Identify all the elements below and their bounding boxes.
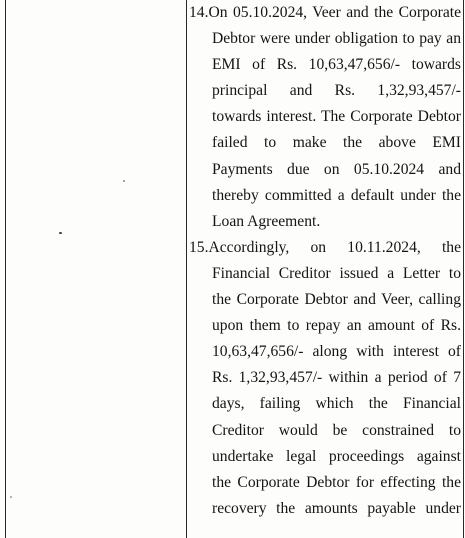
paragraph-line: failed to make the above EMI bbox=[212, 134, 461, 152]
paragraph-line: 14.On 05.10.2024, Veer and the Corporate bbox=[189, 4, 461, 21]
paragraph-line: Rs. 1,32,93,457/- within a period of 7 bbox=[212, 369, 461, 387]
table-column-divider bbox=[186, 0, 187, 538]
table-border-right bbox=[463, 0, 464, 538]
paragraph-line: upon them to repay an amount of Rs. bbox=[212, 317, 461, 335]
paragraph-line: principal and Rs. 1,32,93,457/- bbox=[212, 82, 461, 100]
paragraph-number: 15. bbox=[189, 238, 209, 256]
paragraph-line: Debtor were under obligation to pay an bbox=[212, 30, 461, 48]
paragraph-line: undertake legal proceedings against bbox=[212, 447, 461, 465]
paragraph-line: 15.Accordingly, on 10.11.2024, the bbox=[189, 238, 461, 256]
paragraph-15 bbox=[189, 235, 461, 522]
paragraph-line: 10,63,47,656/- along with interest of bbox=[212, 343, 461, 361]
paragraph-number: 14. bbox=[189, 4, 209, 21]
paragraph-line: Payments due on 05.10.2024 and bbox=[212, 160, 461, 178]
table-border-left bbox=[5, 0, 6, 538]
paragraph-14 bbox=[189, 0, 461, 235]
paragraph-line: recovery the amounts payable under bbox=[212, 499, 461, 517]
paragraph-line: the Corporate Debtor for effecting the bbox=[212, 473, 461, 491]
scan-speck bbox=[10, 496, 12, 498]
paragraph-line: days, failing which the Financial bbox=[212, 395, 461, 413]
paragraph-line: EMI of Rs. 10,63,47,656/- towards bbox=[212, 56, 461, 74]
scan-speck bbox=[59, 232, 62, 234]
paragraph-line: thereby committed a default under the bbox=[212, 186, 461, 204]
paragraph-line: towards interest. The Corporate Debtor bbox=[212, 108, 461, 126]
paragraph-line: Creditor would be constrained to bbox=[212, 421, 461, 439]
document-text-column bbox=[189, 0, 461, 522]
scan-speck bbox=[123, 180, 125, 182]
paragraph-line: Financial Creditor issued a Letter to bbox=[212, 264, 461, 282]
paragraph-line: Loan Agreement. bbox=[212, 212, 321, 230]
paragraph-line: the Corporate Debtor and Veer, calling bbox=[212, 291, 461, 309]
